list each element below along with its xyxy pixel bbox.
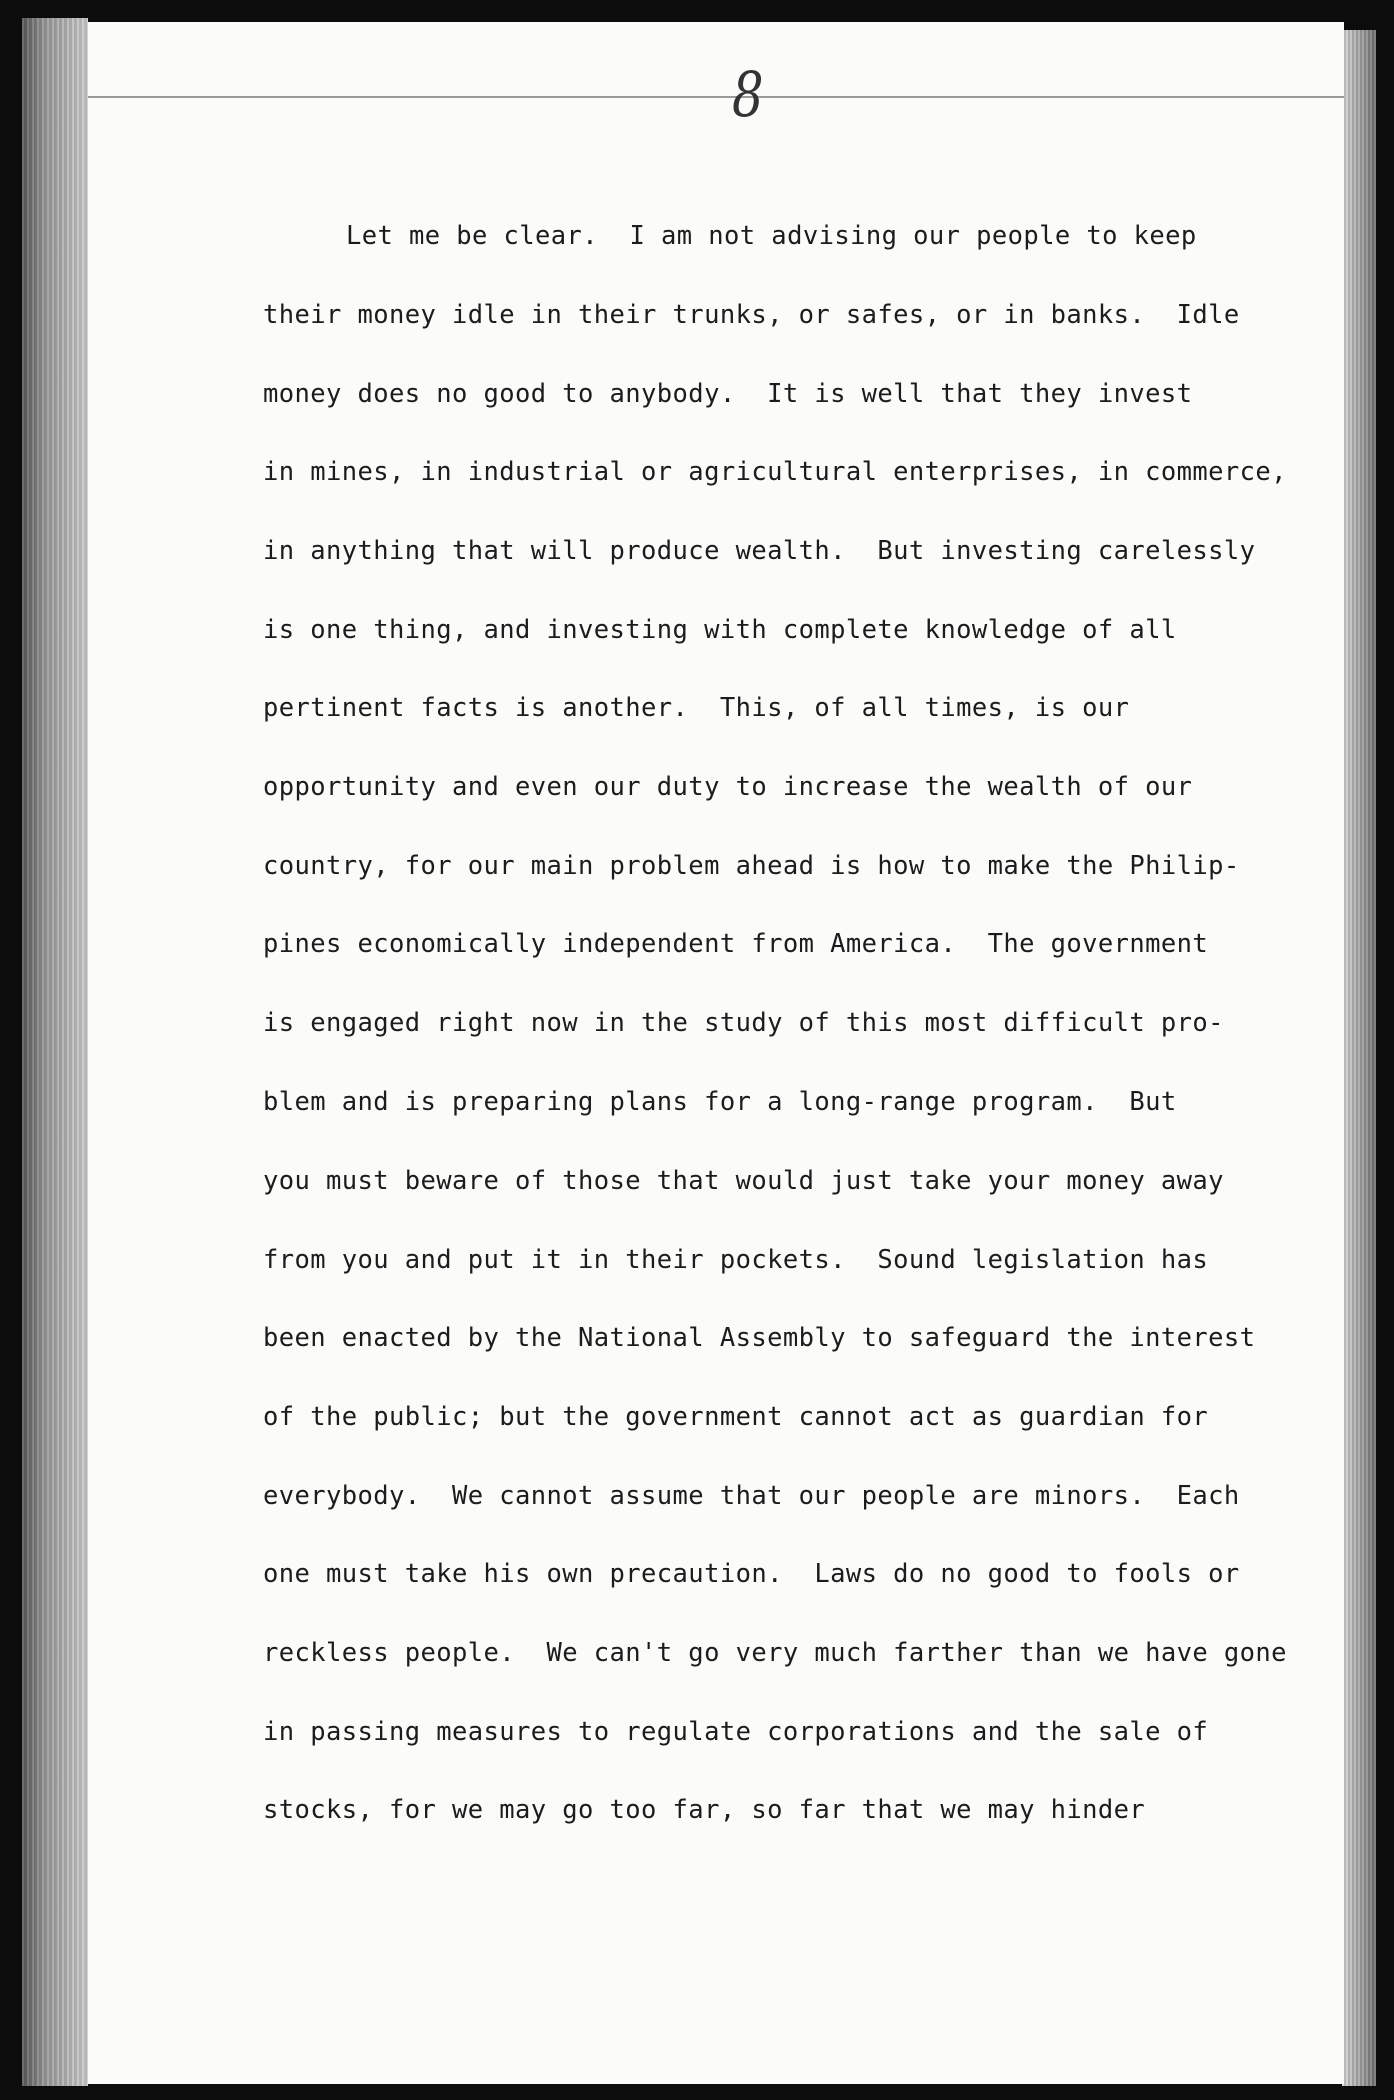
text-line: is engaged right now in the study of this most difficult pro-: [263, 1008, 1224, 1038]
page-number: 8: [731, 58, 764, 131]
scan-right-edge: [1342, 30, 1376, 2086]
text-line: in mines, in industrial or agricultural enterprises, in commerce,: [263, 457, 1287, 487]
text-line: everybody. We cannot assume that our people are minors. Each: [263, 1481, 1240, 1511]
text-line: stocks, for we may go too far, so far that we may hinder: [263, 1795, 1146, 1825]
text-line: reckless people. We can't go very much farther than we have gone: [263, 1638, 1287, 1668]
scan-left-edge: [22, 18, 88, 2086]
text-line: from you and put it in their pockets. Sound legislation has: [263, 1245, 1209, 1275]
text-line: money does no good to anybody. It is well that they invest: [263, 379, 1193, 409]
typewritten-sheet: [88, 22, 1344, 2084]
text-line: in passing measures to regulate corporations and the sale of: [263, 1717, 1209, 1747]
text-line: in anything that will produce wealth. But investing carelessly: [263, 536, 1256, 566]
text-line: is one thing, and investing with complete knowledge of all: [263, 615, 1177, 645]
text-line: of the public; but the government cannot act as guardian for: [263, 1402, 1209, 1432]
text-line: pertinent facts is another. This, of all times, is our: [263, 693, 1130, 723]
text-line: been enacted by the National Assembly to safeguard the interest: [263, 1323, 1256, 1353]
text-line: Let me be clear. I am not advising our people to keep: [346, 221, 1197, 251]
text-line: opportunity and even our duty to increase the wealth of our: [263, 772, 1193, 802]
text-line: blem and is preparing plans for a long-range program. But: [263, 1087, 1177, 1117]
body-paragraph: [88, 22, 1344, 2084]
text-line: country, for our main problem ahead is how to make the Philip-: [263, 851, 1240, 881]
text-line: pines economically independent from America. The government: [263, 929, 1209, 959]
text-line: one must take his own precaution. Laws do no good to fools or: [263, 1559, 1240, 1589]
text-line: you must beware of those that would just take your money away: [263, 1166, 1224, 1196]
text-line: their money idle in their trunks, or safes, or in banks. Idle: [263, 300, 1240, 330]
